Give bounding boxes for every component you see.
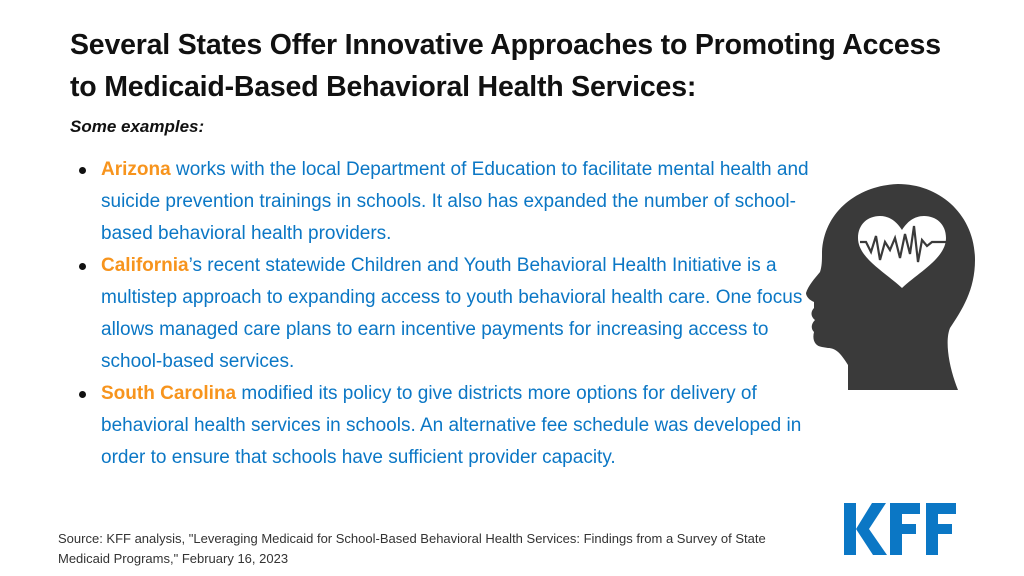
item-text: ’s recent statewide Children and Youth Behavioral Health Initiative is a multistep approach to expanding access to youth behavioral health care. One focus allows managed care plans to earn incentive payments for increasing access to school-based services. xyxy=(101,255,803,372)
item-text: modified its policy to give districts more options for delivery of behavioral health services in schools. An alternative fee schedule was developed in order to ensure that schools have sufficient provider capacity. xyxy=(101,383,802,468)
kff-logo xyxy=(842,501,962,562)
state-name: California xyxy=(101,255,189,276)
item-text: works with the local Department of Education to facilitate mental health and suicide prevention trainings in schools. It also has expanded the number of school-based behavioral health providers. xyxy=(101,159,809,244)
head-heart-icon xyxy=(800,180,980,400)
page-title: Several States Offer Innovative Approaches to Promoting Access to Medicaid-Based Behavioral Health Services: xyxy=(70,29,941,103)
state-name: Arizona xyxy=(101,159,171,180)
subtitle: Some examples: xyxy=(70,117,205,136)
source-note: Source: KFF analysis, "Leveraging Medicaid for School-Based Behavioral Health Services: Findings from a Survey of State Medicaid Programs," February 16, 2023 xyxy=(58,531,766,566)
list-item-south-carolina xyxy=(101,378,831,474)
list-item-arizona xyxy=(101,154,831,250)
examples-list xyxy=(70,154,831,474)
list-item-california xyxy=(101,250,831,378)
state-name: South Carolina xyxy=(101,383,237,404)
